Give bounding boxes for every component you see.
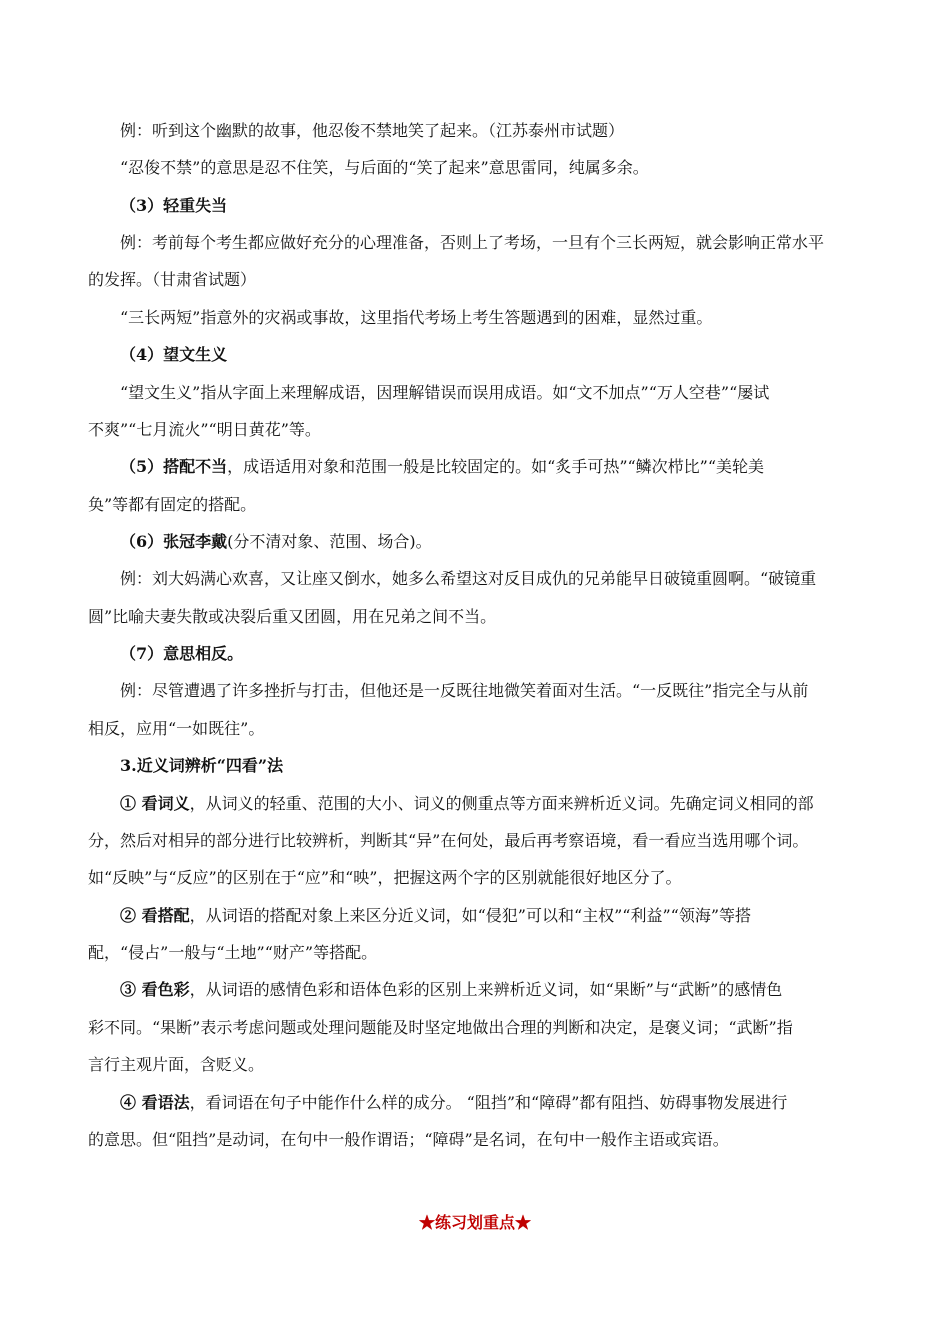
- example-line: 例：考前每个考生都应做好充分的心理准备，否则上了考场，一旦有个三长两短，就会影响正常水平: [120, 233, 825, 252]
- heading-5: （5）搭配不当: [120, 457, 228, 476]
- point-2-title: ② 看搭配: [120, 906, 190, 925]
- explanation-line-cont: 奂”等都有固定的搭配。: [88, 495, 257, 514]
- heading-7: （7）意思相反。: [120, 644, 244, 663]
- point-2-cont: 配，“侵占”一般与“土地”“财产”等搭配。: [88, 943, 378, 962]
- point-3-title: ③ 看色彩: [120, 980, 190, 999]
- point-1-cont: 分，然后对相异的部分进行比较辨析，判断其“异”在何处，最后再考察语境，看一看应当选用哪个词。: [88, 831, 809, 850]
- explanation-line: “忍俊不禁”的意思是忍不住笑，与后面的“笑了起来”意思雷同，纯属多余。: [120, 158, 649, 177]
- point-1-title: ① 看词义: [120, 794, 190, 813]
- point-4-text: ，看词语在句子中能作什么样的成分。 “阻挡”和“障碍”都有阻挡、妨碍事物发展进行: [189, 1093, 788, 1112]
- point-2-line: [120, 906, 878, 926]
- heading-4: （4）望文生义: [120, 345, 228, 364]
- example-line: 例：听到这个幽默的故事，他忍俊不禁地笑了起来。（江苏泰州市试题）: [120, 121, 625, 140]
- point-1-cont: 如“反映”与“反应”的区别在于“应”和“映”，把握这两个字的区别就能很好地区分了。: [88, 868, 682, 887]
- point-3-cont: 彩不同。“果断”表示考虑问题或处理问题能及时坚定地做出合理的判断和决定，是褒义词；“武断”指: [88, 1018, 793, 1037]
- heading-6-line: [120, 532, 878, 552]
- example-line-cont: 相反，应用“一如既往”。: [88, 719, 265, 738]
- explanation-line: “三长两短”指意外的灾祸或事故，这里指代考场上考生答题遇到的困难，显然过重。: [120, 308, 713, 327]
- example-line: 例：刘大妈满心欢喜，又让座又倒水，她多么希望这对反目成仇的兄弟能早日破镜重圆啊。“破镜重: [120, 569, 817, 588]
- heading-5-line: [120, 457, 878, 477]
- heading-6-text: (分不清对象、范围、场合)。: [227, 532, 432, 551]
- section-heading: 3.近义词辨析“四看”法: [120, 756, 284, 775]
- point-1-line: [120, 794, 878, 814]
- example-line: 例：尽管遭遇了许多挫折与打击，但他还是一反既往地微笑着面对生活。“一反既往”指完全与从前: [120, 681, 809, 700]
- point-4-cont: 的意思。但“阻挡”是动词，在句中一般作谓语；“障碍”是名词，在句中一般作主语或宾语。: [88, 1130, 729, 1149]
- point-4-line: [120, 1093, 878, 1113]
- heading-5-text: ，成语适用对象和范围一般是比较固定的。如“炙手可热”“鳞次栉比”“美轮美: [227, 457, 765, 476]
- explanation-line: “望文生义”指从字面上来理解成语，因理解错误而误用成语。如“文不加点”“万人空巷”“屡试: [120, 383, 770, 402]
- point-4-title: ④ 看语法: [120, 1093, 190, 1112]
- example-line-cont: 的发挥。（甘肃省试题）: [88, 270, 257, 289]
- point-3-cont: 言行主观片面，含贬义。: [88, 1055, 265, 1074]
- explanation-line-cont: 不爽”“七月流火”“明日黄花”等。: [88, 420, 321, 439]
- point-3-line: [120, 980, 878, 1000]
- footer-banner: ★练习划重点★: [418, 1213, 531, 1232]
- point-1-text: ，从词义的轻重、范围的大小、词义的侧重点等方面来辨析近义词。先确定词义相同的部: [189, 794, 814, 813]
- point-2-text: ，从词语的搭配对象上来区分近义词，如“侵犯”可以和“主权”“利益”“领海”等搭: [189, 906, 752, 925]
- point-3-text: ，从词语的感情色彩和语体色彩的区别上来辨析近义词，如“果断”与“武断”的感情色: [189, 980, 783, 999]
- heading-6: （6）张冠李戴: [120, 532, 228, 551]
- heading-3: （3）轻重失当: [120, 196, 228, 215]
- example-line-cont: 圆”比喻夫妻失散或决裂后重又团圆，用在兄弟之间不当。: [88, 607, 497, 626]
